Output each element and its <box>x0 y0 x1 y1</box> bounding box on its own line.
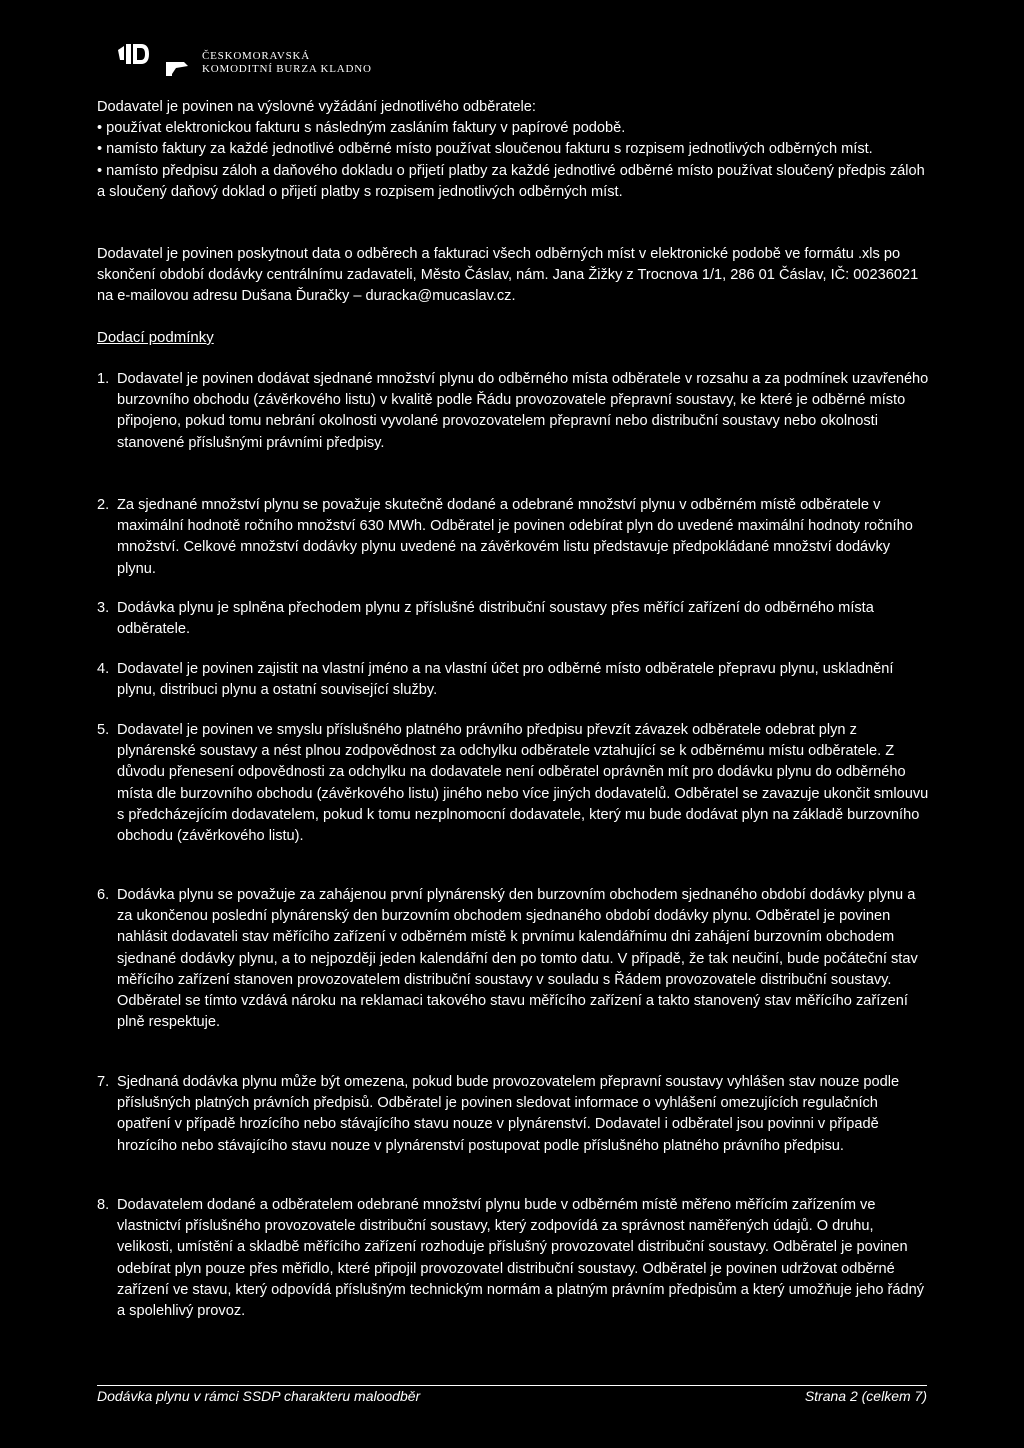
item-text: Za sjednané množství plynu se považuje skutečně dodané a odebrané množství plynu v odběrném místě odběratele v maximální hodnotě ročního množství 630 MWh. Odběratel je povinen odebírat plyn do uvedené maximální hodnoty ročního množství. Celkové množství dodávky plynu uvedené na závěrkovém listu představuje předpokládané množství dodávky plynu. <box>117 497 913 577</box>
item-number: 6. <box>97 887 110 903</box>
data-paragraph-section <box>97 244 929 308</box>
item-number: 5. <box>97 722 110 738</box>
section-heading: Dodací podmínky <box>97 329 214 346</box>
item-text: Dodávka plynu se považuje za zahájenou první plynárenský den burzovním obchodem sjednaného období dodávky plynu a za ukončenou poslední plynárenský den burzovním obchodem sjednaného období dodávky plynu. Odběratel je povinen nahlásit dodavateli stav měřícího zařízení v odběrném místě k prvnímu kalendářnímu dni zahájení burzovním obchodem sjednané dodávky plynu, a to nejpozději jeden kalendářní den po tomto datu. V případě, že tak neučiní, bude počáteční stav měřícího zařízení stanoven provozovatelem distribuční soustavy v souladu s Řádem provozovatele distribuční soustavy. Odběratel se tímto vzdává nároku na reklamaci takového stavu měřícího zařízení a takto stanovený stav měřícího zařízení plně respektuje. <box>117 887 918 1031</box>
footer-divider <box>97 1385 927 1386</box>
item-text: Dodavatel je povinen zajistit na vlastní jméno a na vlastní účet pro odběrné místo odběratele přepravu plynu, uskladnění plynu, distribuci plynu a ostatní související služby. <box>117 661 894 699</box>
data-paragraph: Dodavatel je povinen poskytnout data o odběrech a fakturaci všech odběrných míst v elektronické podobě ve formátu .xls po skončení období dodávky centrálnímu zadavateli, Město Čáslav, nám. Jana Žižky z Trocnova 1/1, 286 01 Čáslav, IČ: 00236021 na e-mailovou adresu Dušana Ďuračky – duracka@mucaslav.cz. <box>97 246 919 305</box>
item-number: 3. <box>97 600 110 616</box>
company-name <box>202 50 372 76</box>
company-logo-icon <box>116 40 196 84</box>
condition-item <box>97 659 929 701</box>
item-text: Dodavatel je povinen dodávat sjednané množství plynu do odběrného místa odběratele v rozsahu a za podmínek uzavřeného burzovního obchodu (závěrkového listu) v kvalitě podle Řádu provozovatele přepravní soustavy, ke které je odběrné místo připojeno, pokud tomu nebrání okolnosti vyvolané provozovatelem přepravní nebo distribuční soustavy nebo okolnosti stanovené příslušnými právními předpisy. <box>117 371 929 451</box>
condition-item <box>97 1072 929 1157</box>
intro-bullet: • namísto předpisu záloh a daňového dokladu o přijetí platby za každé jednotlivé odběrné místo používat sloučený předpis záloh a sloučený daňový doklad o přijetí platby s rozpisem jednotlivých odběrných míst. <box>97 162 925 200</box>
item-number: 1. <box>97 371 110 387</box>
item-number: 8. <box>97 1197 110 1213</box>
item-number: 2. <box>97 497 110 513</box>
item-text: Dodavatel je povinen ve smyslu příslušného platného právního předpisu převzít závazek odběratele odebrat plyn z plynárenské soustavy a nést plnou zodpovědnost za odchylku odběratele vztahující se k odběrnému místu odběratele. Z důvodu přenesení odpovědnosti za odchylku na dodavatele není odběratel oprávněn mít pro dodávku plynu do odběrného místa dle burzovního obchodu (závěrkového listu) jiného nebo více jiných dodavatelů. Odběratel se zavazuje ukončit smlouvu s předcházejícím dodavatelem, pokud k tomu nezplnomocní dodavatele, který mu bude dodávat plyn na základě burzovního obchodu (závěrkového listu). <box>117 722 929 845</box>
item-text: Dodavatelem dodané a odběratelem odebrané množství plynu bude v odběrném místě měřeno měřícím zařízením ve vlastnictví příslušného provozovatele distribuční soustavy, který zodpovídá za správnost naměřených údajů. O druhu, velikosti, umístění a skladbě měřícího zařízení rozhoduje příslušný provozovatel distribuční soustavy. Odběratel je povinen odebírat plyn pouze přes měřidlo, které připojil provozovatel distribuční soustavy. Odběratel je povinen udržovat odběrné zařízení ve stavu, který odpovídá příslušným technickým normám a platným právním předpisům a který umožňuje jeho řádný a spolehlivý provoz. <box>117 1197 925 1320</box>
item-text: Dodávka plynu je splněna přechodem plynu z příslušné distribuční soustavy přes měřící zařízení do odběrného místa odběratele. <box>117 600 874 638</box>
intro-section <box>97 97 929 203</box>
item-number: 7. <box>97 1074 110 1090</box>
condition-item <box>97 369 929 454</box>
intro-bullet: • používat elektronickou fakturu s následným zasláním faktury v papírové podobě. <box>97 120 626 137</box>
header <box>116 40 416 84</box>
item-text: Sjednaná dodávka plynu může být omezena, pokud bude provozovatelem přepravní soustavy vyhlášen stav nouze podle příslušných platných právních předpisů. Odběratel je povinen sledovat informace o vyhlášení omezujících regulačních opatření v případě hrozícího nebo stávajícího stavu nouze v plynárenství. Dodavatel i odběratel jsou povinni v případě hrozícího nebo stávajícího stavu nouze v plynárenství postupovat podle příslušného platného právního předpisu. <box>117 1074 900 1154</box>
condition-item <box>97 598 929 640</box>
item-number: 4. <box>97 661 110 677</box>
condition-item <box>97 885 929 1033</box>
condition-item <box>97 495 929 580</box>
condition-item <box>97 1195 929 1322</box>
logo-line-2: KOMODITNÍ BURZA KLADNO <box>202 63 372 75</box>
logo-line-1: ČESKOMORAVSKÁ <box>202 50 310 62</box>
condition-item <box>97 720 929 847</box>
intro-bullet: • namísto faktury za každé jednotlivé odběrné místo používat sloučenou fakturu s rozpisem jednotlivých odběrných míst. <box>97 141 873 158</box>
intro-lead: Dodavatel je povinen na výslovné vyžádání jednotlivého odběratele: <box>97 99 536 115</box>
footer-document-title: Dodávka plynu v rámci SSDP charakteru maloodběr <box>97 1388 421 1404</box>
footer-page-number: Strana 2 (celkem 7) <box>804 1388 927 1404</box>
